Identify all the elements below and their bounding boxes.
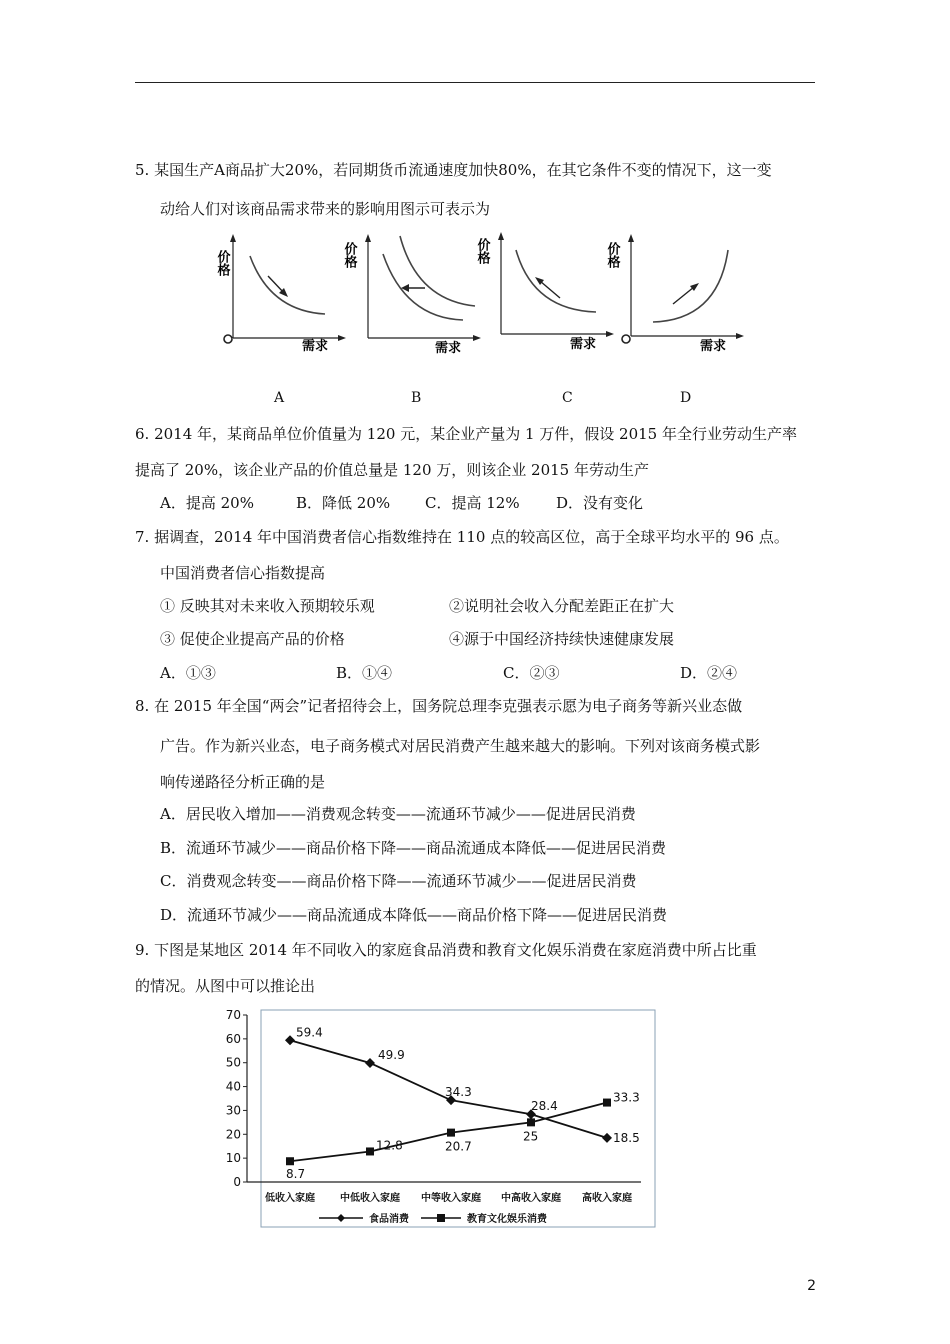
graph-b-x-label: 需求 [435,341,462,356]
graph-c-curve [516,250,596,312]
q5-line2: 动给人们对该商品需求带来的影响用图示可表示为 [160,200,491,218]
graph-b [341,226,485,356]
graph-option-c: C [562,390,573,406]
x-tick-label: 高收入家庭 [582,1193,632,1204]
data-label: 49.9 [378,1047,405,1062]
q7-line2: 中国消费者信心指数提高 [160,564,326,582]
data-label: 25 [523,1129,539,1144]
q6-option-a: A．提高 20% [160,494,254,512]
q5-line1: 5. 某国生产A商品扩大20%，若同期货币流通速度加快80%，在其它条件不变的情况下，这一变 [135,161,772,179]
y-tick-label: 70 [225,1008,241,1022]
legend-marker-food [337,1214,345,1222]
q8-option-b: B．流通环节减少——商品价格下降——商品流通成本降低——促进居民消费 [160,839,667,857]
x-tick-label: 中高收入家庭 [501,1193,561,1204]
q7-item-1: ① 反映其对未来收入预期较乐观 [160,597,375,615]
y-tick-label: 10 [225,1151,241,1166]
y-tick-label: 50 [225,1055,241,1070]
graph-option-d: D [680,390,692,406]
y-tick-label: 60 [225,1031,241,1046]
graph-d-arrow [673,287,694,304]
graph-option-b: B [411,390,422,406]
q7-option-a: A．①③ [160,664,216,682]
q7-item-3: ③ 促使企业提高产品的价格 [160,630,345,648]
q6-option-c: C．提高 12% [425,494,520,512]
data-label: 12.8 [376,1138,403,1153]
q9-line2: 的情况。从图中可以推论出 [135,977,316,995]
x-tick-label: 中等收入家庭 [421,1193,481,1204]
graph-a-curve [250,256,325,314]
data-point [447,1129,455,1137]
graph-c-x-label: 需求 [570,337,597,352]
data-point [603,1099,611,1107]
graph-a [214,226,350,356]
legend-marker-edu [437,1214,445,1222]
q7-item-2: ②说明社会收入分配差距正在扩大 [449,597,675,615]
data-label: 34.3 [445,1085,472,1100]
data-label: 8.7 [286,1167,306,1182]
q8-line2: 广告。作为新兴业态，电子商务模式对居民消费产生越来越大的影响。下列对该商务模式影 [160,737,761,755]
data-point [365,1058,375,1068]
graph-a-origin [224,335,232,343]
q8-option-d: D．流通环节减少——商品流通成本降低——商品价格下降——促进居民消费 [160,906,668,924]
q8-line3: 响传递路径分析正确的是 [160,773,326,791]
graph-a-x-label: 需求 [302,339,329,354]
graph-d [604,226,748,356]
q7-item-4: ④源于中国经济持续快速健康发展 [449,630,675,648]
q8-line1: 8. 在 2015 年全国“两会”记者招待会上，国务院总理李克强表示愿为电子商务等新兴业态做 [135,697,743,715]
data-label: 18.5 [613,1130,640,1145]
q7-option-b: B．①④ [336,664,393,682]
q7-option-c: C．②③ [503,664,560,682]
data-point [527,1118,535,1126]
q7-line1: 7. 据调查，2014 年中国消费者信心指数维持在 110 点的较高区位，高于全球平均水平的 96 点。 [135,528,789,546]
header-rule [135,82,815,83]
legend-label-edu: 教育文化娱乐消费 [467,1214,547,1225]
legend-label-food: 食品消费 [369,1214,409,1225]
data-label: 28.4 [531,1099,558,1114]
y-tick-label: 40 [225,1079,241,1094]
graph-d-x-label: 需求 [700,339,727,354]
y-tick-label: 0 [233,1175,241,1189]
data-point [602,1133,612,1143]
q6-line2: 提高了 20%，该企业产品的价值总量是 120 万，则该企业 2015 年劳动生产 [135,461,649,479]
q7-option-d: D．②④ [680,664,738,682]
x-tick-label: 低收入家庭 [265,1193,315,1204]
graph-b-y-label: 价格 [341,242,357,268]
q6-option-b: B．降低 20% [296,494,391,512]
graph-c [474,226,618,356]
q8-option-c: C．消费观念转变——商品价格下降——流通环节减少——促进居民消费 [160,872,637,890]
graph-c-arrow [540,281,560,298]
data-point [286,1157,294,1165]
data-label: 20.7 [445,1139,472,1154]
graph-d-origin [622,335,630,343]
data-point [366,1147,374,1155]
data-label: 33.3 [613,1090,640,1105]
q6-line1: 6. 2014 年，某商品单位价值量为 120 元，某企业产量为 1 万件，假设 2015 年全行业劳动生产率 [135,425,797,443]
graph-option-a: A [274,390,285,406]
y-tick-label: 30 [225,1103,241,1118]
x-tick-label: 中低收入家庭 [340,1193,400,1204]
page-number: 2 [807,1278,816,1294]
data-point [285,1035,295,1045]
graph-a-y-label: 价格 [214,250,230,276]
q9-line1: 9. 下图是某地区 2014 年不同收入的家庭食品消费和教育文化娱乐消费在家庭消费中所占比重 [135,941,757,959]
chart-svg [223,1009,657,1229]
graph-b-curve-2 [400,236,475,306]
y-tick-label: 20 [225,1127,241,1142]
q6-option-d: D．没有变化 [556,494,644,512]
consumption-chart [223,1009,657,1229]
graph-d-y-label: 价格 [604,242,620,268]
q8-option-a: A．居民收入增加——消费观念转变——流通环节减少——促进居民消费 [160,805,636,823]
data-label: 59.4 [296,1025,323,1040]
graph-b-curve-1 [383,254,463,320]
graph-c-y-label: 价格 [474,238,490,264]
